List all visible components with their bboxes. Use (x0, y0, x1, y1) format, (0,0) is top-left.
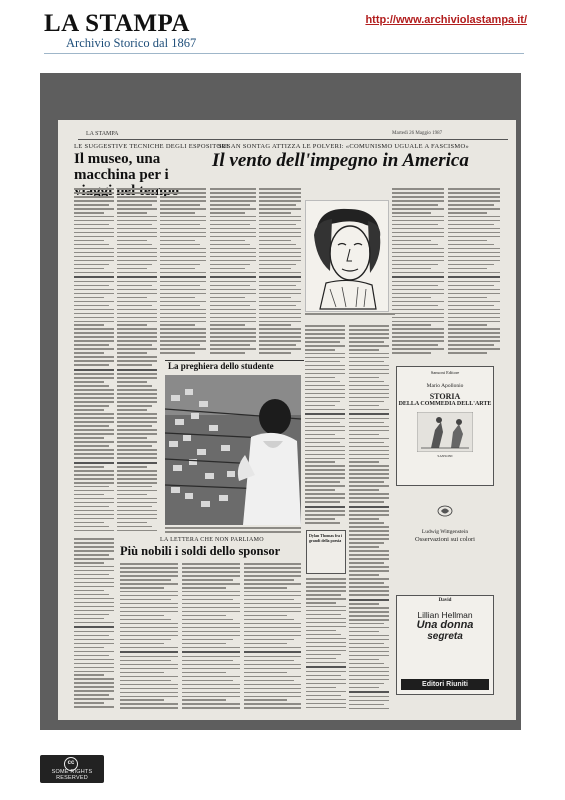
photo-box-title: La preghiera dello studente (165, 360, 304, 374)
dylan-thomas-boxlet: Dylan Thomas fra i grandi della poesia (306, 530, 346, 574)
ad-wittgenstein-author: Ludwig Wittgenstein (421, 529, 469, 535)
cc-license-badge[interactable] (40, 755, 104, 783)
main-article-headline: Il vento dell'impegno in America (212, 150, 469, 171)
ad-sansoni-title1: STORIA (429, 392, 461, 401)
ad-sansoni-author: Mario Apollonio (426, 383, 464, 389)
text-column (392, 188, 444, 358)
portrait-illustration (305, 200, 389, 312)
ad-riuniti-title2: segreta (427, 631, 463, 642)
publisher-logo-icon (437, 505, 453, 517)
portrait-caption (305, 313, 395, 319)
ad-sansoni-illustration (417, 412, 473, 452)
page-header-date: Martedì 26 Maggio 1987 (392, 131, 443, 136)
text-column (74, 538, 114, 713)
text-column (120, 563, 178, 713)
archive-link[interactable]: http://www.archiviolastampa.it/ (365, 14, 527, 26)
text-column (117, 188, 157, 533)
ad-wittgenstein (396, 502, 494, 582)
cc-icon: cc (64, 757, 78, 771)
page-header-rule (78, 139, 508, 140)
ad-sansoni-publisher: SANSONI (437, 454, 453, 458)
ad-sansoni (396, 366, 494, 486)
bottom-article-headline: Più nobili i soldi dello sponsor (120, 544, 281, 558)
news-photo (165, 375, 301, 525)
text-column (448, 188, 500, 358)
text-column (160, 188, 206, 356)
text-column (259, 188, 301, 356)
text-column (74, 188, 114, 533)
newspaper-scan (40, 73, 521, 730)
ad-wittgenstein-title: Osservazioni sui colori (415, 536, 475, 543)
main-article-kicker: SUSAN SONTAG ATTIZZA LE POLVERI: «COMUNISMO UGUALE A FASCISMO» (218, 143, 470, 150)
cc-license-text: SOME RIGHTS RESERVED (51, 769, 93, 781)
text-column (306, 578, 346, 713)
photo-caption (165, 527, 301, 535)
text-column (349, 325, 389, 710)
ad-riuniti-top: David (438, 598, 452, 603)
ad-editori-riuniti (396, 595, 494, 695)
ad-sansoni-title2: DELLA COMMEDIA DELL'ARTE (398, 401, 492, 407)
newspaper-page (58, 120, 516, 720)
page-header-left: LA STAMPA (86, 131, 119, 137)
masthead-rule (44, 53, 524, 54)
bottom-article-section: LA LETTERA CHE NON PARLIAMO (160, 537, 264, 543)
text-column (244, 563, 301, 713)
masthead-subtitle: Archivio Storico dal 1867 (66, 36, 197, 50)
ad-riuniti-author: Lillian Hellman (417, 610, 473, 620)
text-column (305, 325, 345, 525)
ad-riuniti-title1: Una donna (416, 619, 474, 631)
masthead-title: LA STAMPA (44, 10, 190, 37)
text-column (210, 188, 256, 356)
ad-sansoni-top: Sansoni Editore (430, 370, 460, 375)
text-column (182, 563, 240, 713)
left-article-kicker: LE SUGGESTIVE TECNICHE DEGLI ESPOSITORI (74, 143, 229, 150)
left-article-headline: Il museo, una macchina per i tempo (74, 151, 179, 199)
ad-riuniti-publisher: Editori Riuniti (401, 679, 489, 690)
